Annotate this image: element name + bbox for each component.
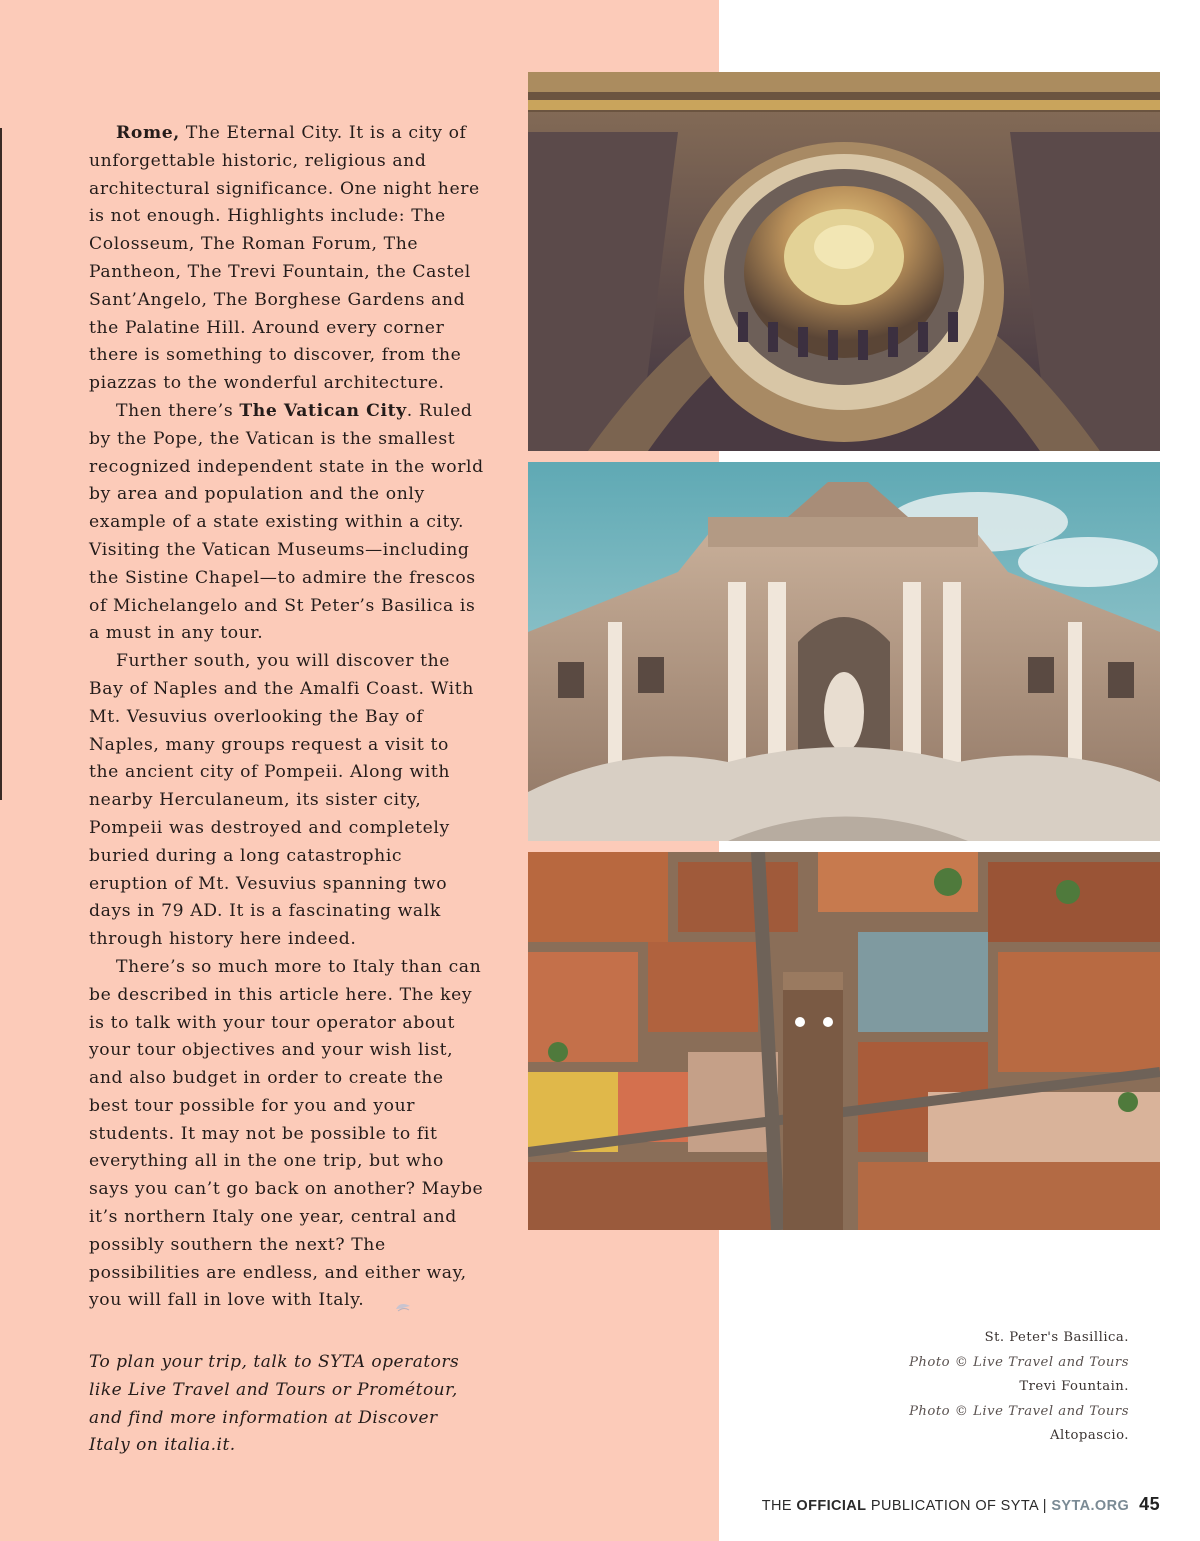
- rome-lead: Rome,: [116, 123, 180, 143]
- ornament-icon: [368, 1295, 384, 1307]
- photo-altopascio: [528, 852, 1160, 1230]
- call-to-action: To plan your trip, talk to SYTA operators like Live Travel and Tours or Prométour, and find more information at Discover Italy on italia.it.: [89, 1352, 460, 1456]
- caption-altopascio: Altopascio.: [1049, 1428, 1129, 1443]
- closing-text: There’s so much more to Italy than can be described in this article here. The key is to talk with your tour operator about your tour objectives and your wish list, and also budget in order to create the best tour possible for you and your students. It may not be possible to fit everything all in the one trip, but who says you can’t go back on another? Maybe it’s northern Italy one year, central and possibly southern the next? The possibilities are endless, and either way, you will fall in love with Italy.: [89, 956, 484, 1311]
- page-number: 45: [1139, 1494, 1160, 1514]
- paragraph-rome: [89, 120, 484, 398]
- footer-official: OFFICIAL: [796, 1498, 867, 1514]
- caption-trevi: Trevi Fountain.: [1019, 1379, 1129, 1394]
- footer-site-link[interactable]: SYTA.ORG: [1051, 1498, 1130, 1514]
- paragraph-vatican: [89, 398, 484, 648]
- caption-trevi-credit: Photo © Live Travel and Tours: [909, 1403, 1129, 1419]
- page-footer: [762, 1494, 1160, 1515]
- vatican-bold: The Vatican City: [239, 400, 407, 421]
- caption-basilica: St. Peter's Basillica.: [984, 1330, 1129, 1345]
- photo-trevi-fountain: [528, 462, 1160, 841]
- caption-basilica-credit: Photo © Live Travel and Tours: [909, 1354, 1129, 1370]
- footer-the: THE: [761, 1498, 797, 1514]
- paragraph-closing: [89, 954, 484, 1315]
- article-body: [89, 120, 484, 1315]
- page-edge-rule: [0, 128, 2, 800]
- vatican-text: . Ruled by the Pope, the Vatican is the smallest recognized independent state in the world by area and population and the only example of a state existing within a city. Visiting the Vatican Museums—including the Sistine Chapel—to admire the frescos of Michelangelo and St Peter’s Basilica is a must in any tour.: [89, 400, 484, 644]
- photo-captions: [729, 1326, 1129, 1449]
- paragraph-naples: [89, 648, 484, 954]
- rome-text: The Eternal City. It is a city of unforgettable historic, religious and architectural significance. One night here is not enough. Highlights include: The Colosseum, The Roman Forum, The Pantheon, The Trevi Fountain, the Castel Sant’Angelo, The Borghese Gardens and the Palatine Hill. Around every corner there is something to discover, from the piazzas to the wonderful architecture.: [89, 123, 480, 394]
- footer-publication: PUBLICATION OF SYTA |: [866, 1498, 1052, 1514]
- vatican-pre: Then there’s: [116, 400, 240, 421]
- photo-st-peters-basilica: [528, 72, 1160, 451]
- naples-text: Further south, you will discover the Bay of Naples and the Amalfi Coast. With Mt. Vesuvius overlooking the Bay of Naples, many groups request a visit to the ancient city of Pompeii. Along with nearby Herculaneum, its sister city, Pompeii was destroyed and completely buried during a long catastrophic eruption of Mt. Vesuvius spanning two days in 79 AD. It is a fascinating walk through history here indeed.: [89, 651, 474, 950]
